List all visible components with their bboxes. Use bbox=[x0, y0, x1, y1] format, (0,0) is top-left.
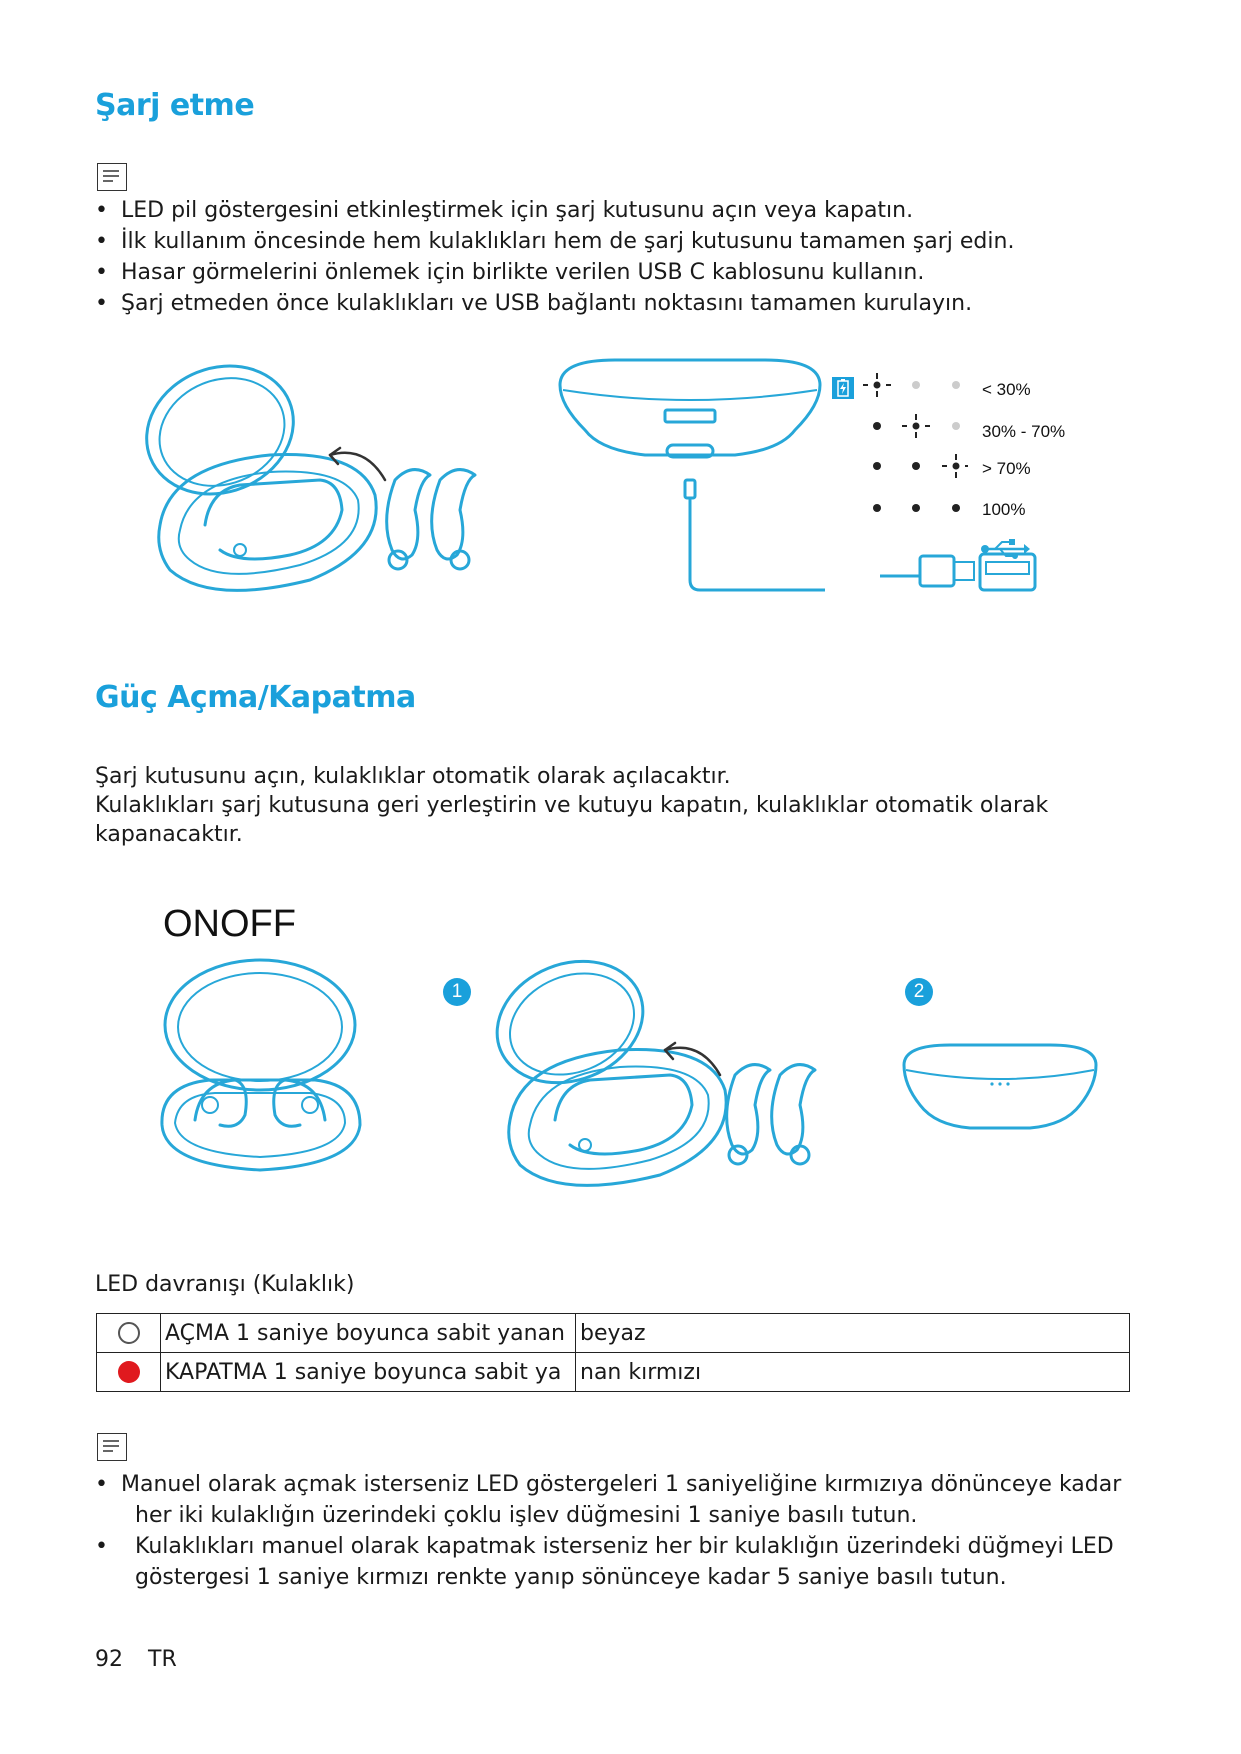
step-1-badge: 1 bbox=[443, 978, 471, 1006]
battery-level-label: 30% - 70% bbox=[982, 422, 1066, 441]
led-indicator-cell bbox=[97, 1353, 161, 1392]
table-row bbox=[97, 1314, 1130, 1353]
charging-title: Şarj etme bbox=[95, 88, 255, 123]
page-number: 92 bbox=[95, 1647, 123, 1672]
power-paragraph-1: Şarj kutusunu açın, kulaklıklar otomatik olarak açılacaktır. bbox=[95, 764, 731, 789]
led-behavior-title: LED davranışı (Kulaklık) bbox=[95, 1272, 355, 1297]
note-1-line-2: her iki kulaklığın üzerindeki çoklu işlev düğmesini 1 saniye basılı tutun. bbox=[135, 1503, 918, 1528]
list-item bbox=[95, 1531, 1155, 1593]
red-led-icon bbox=[118, 1361, 140, 1383]
battery-led-grid bbox=[858, 372, 968, 522]
list-item: • İlk kullanım öncesinde hem kulaklıkları hem de şarj kutusunu tamamen şarj edin. bbox=[95, 226, 1155, 257]
step-2-badge: 2 bbox=[905, 978, 933, 1006]
page-footer bbox=[95, 1647, 177, 1672]
note-icon bbox=[97, 1433, 127, 1461]
power-paragraph-2-line-1: Kulaklıkları şarj kutusuna geri yerleştirin ve kutuyu kapatın, kulaklıklar otomatik olarak bbox=[95, 793, 1049, 818]
battery-level-label: > 70% bbox=[982, 459, 1031, 478]
led-blinking-icon bbox=[863, 373, 891, 397]
bullet-icon: • bbox=[95, 1472, 108, 1497]
battery-level-label: < 30% bbox=[982, 380, 1031, 399]
charging-bullet-list bbox=[95, 195, 1155, 319]
note-2-line-2: göstergesi 1 saniye kırmızı renkte yanıp sönünceye kadar 5 saniye basılı tutun. bbox=[135, 1565, 1007, 1590]
list-item bbox=[95, 1469, 1155, 1531]
battery-charging-icon bbox=[832, 377, 854, 399]
led-color-cell: nan kırmızı bbox=[576, 1353, 1130, 1392]
battery-level-label: 100% bbox=[982, 500, 1026, 519]
onoff-label: ONOFF bbox=[163, 903, 296, 945]
list-item: • Şarj etmeden önce kulaklıkları ve USB bağlantı noktasını tamamen kurulayın. bbox=[95, 288, 1155, 319]
power-title: Güç Açma/Kapatma bbox=[95, 680, 416, 715]
led-action-cell: KAPATMA 1 saniye boyunca sabit ya bbox=[161, 1353, 576, 1392]
led-action-cell: AÇMA 1 saniye boyunca sabit yanan bbox=[161, 1314, 576, 1353]
note-icon bbox=[97, 163, 127, 191]
open-case-illustration bbox=[130, 350, 520, 610]
white-led-icon bbox=[118, 1322, 140, 1344]
notes-list bbox=[95, 1469, 1155, 1593]
list-item: • LED pil göstergesini etkinleştirmek için şarj kutusunu açın veya kapatın. bbox=[95, 195, 1155, 226]
led-behavior-table bbox=[96, 1313, 1130, 1392]
led-indicator-cell bbox=[97, 1314, 161, 1353]
power-paragraph-2-line-2: kapanacaktır. bbox=[95, 822, 243, 847]
list-item: • Hasar görmelerini önlemek için birlikte verilen USB C kablosunu kullanın. bbox=[95, 257, 1155, 288]
power-description bbox=[95, 762, 1155, 849]
table-row bbox=[97, 1353, 1130, 1392]
led-color-cell: beyaz bbox=[576, 1314, 1130, 1353]
closed-case-illustration bbox=[900, 1040, 1100, 1140]
open-case-earbuds-illustration bbox=[150, 955, 380, 1185]
note-1-line-1: Manuel olarak açmak isterseniz LED göstergeleri 1 saniyeliğine kırmızıya dönünceye kadar bbox=[121, 1472, 1122, 1497]
note-2-line-1: Kulaklıkları manuel olarak kapatmak isterseniz her bir kulaklığın üzerindeki düğmeyi LED bbox=[135, 1534, 1114, 1559]
usb-symbol-icon bbox=[980, 538, 1030, 560]
bullet-icon: • bbox=[95, 1534, 108, 1559]
language-code: TR bbox=[148, 1647, 177, 1672]
closed-case-usb-illustration bbox=[555, 355, 825, 600]
open-case-insert-illustration bbox=[480, 950, 860, 1200]
